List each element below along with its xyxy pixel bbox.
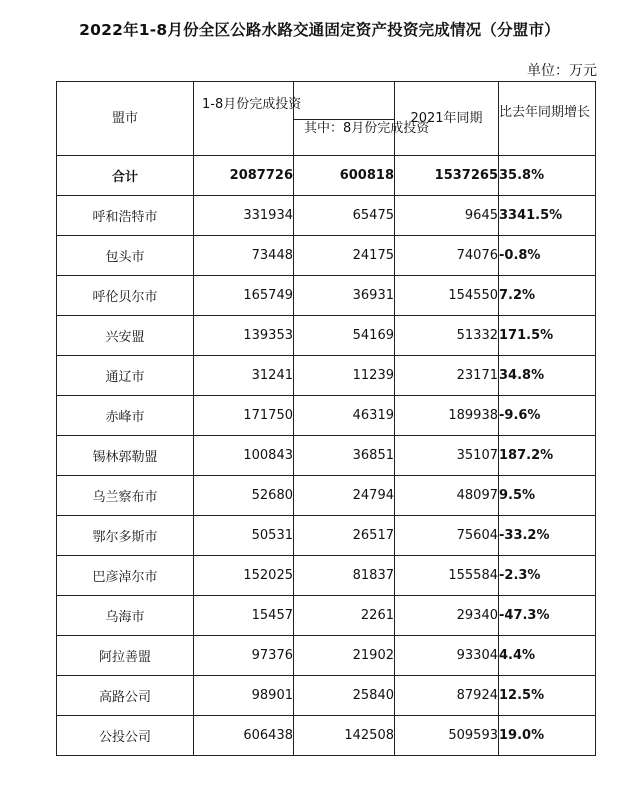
row-name: 乌海市 <box>57 596 194 636</box>
row-growth: -47.3% <box>499 596 596 636</box>
row-name: 包头市 <box>57 236 194 276</box>
investment-table <box>56 81 596 756</box>
row-ytd: 2087726 <box>194 156 294 196</box>
row-name: 乌兰察布市 <box>57 476 194 516</box>
row-ytd: 100843 <box>194 436 294 476</box>
row-growth: -9.6% <box>499 396 596 436</box>
table-row <box>57 716 596 756</box>
row-august: 11239 <box>294 356 395 396</box>
row-prev: 29340 <box>395 596 499 636</box>
row-growth: -0.8% <box>499 236 596 276</box>
table-row <box>57 556 596 596</box>
row-name: 巴彦淖尔市 <box>57 556 194 596</box>
row-growth: 35.8% <box>499 156 596 196</box>
row-ytd: 98901 <box>194 676 294 716</box>
row-prev: 23171 <box>395 356 499 396</box>
row-august: 65475 <box>294 196 395 236</box>
row-growth: -33.2% <box>499 516 596 556</box>
header-august: 其中：8月份完成投资 <box>294 120 395 156</box>
row-growth: 19.0% <box>499 716 596 756</box>
table-row <box>57 196 596 236</box>
row-prev: 75604 <box>395 516 499 556</box>
row-name: 阿拉善盟 <box>57 636 194 676</box>
row-growth: 3341.5% <box>499 196 596 236</box>
row-growth: 4.4% <box>499 636 596 676</box>
row-ytd: 50531 <box>194 516 294 556</box>
header-august-spacer <box>294 82 395 120</box>
table-row <box>57 476 596 516</box>
header-ytd: 1-8月份完成投资 <box>194 82 294 156</box>
page-title: 2022年1-8月份全区公路水路交通固定资产投资完成情况（分盟市） <box>79 21 560 39</box>
row-growth: 187.2% <box>499 436 596 476</box>
header-prev-year: 2021年同期 <box>395 82 499 156</box>
row-prev: 509593 <box>395 716 499 756</box>
row-growth: 171.5% <box>499 316 596 356</box>
header-city: 盟市 <box>57 82 194 156</box>
row-name: 合计 <box>57 156 194 196</box>
row-august: 36931 <box>294 276 395 316</box>
row-august: 26517 <box>294 516 395 556</box>
row-prev: 93304 <box>395 636 499 676</box>
row-prev: 1537265 <box>395 156 499 196</box>
row-august: 36851 <box>294 436 395 476</box>
row-name: 赤峰市 <box>57 396 194 436</box>
row-name: 鄂尔多斯市 <box>57 516 194 556</box>
row-growth: 34.8% <box>499 356 596 396</box>
row-name: 锡林郭勒盟 <box>57 436 194 476</box>
row-ytd: 52680 <box>194 476 294 516</box>
table-row <box>57 356 596 396</box>
row-august: 46319 <box>294 396 395 436</box>
row-august: 600818 <box>294 156 395 196</box>
unit-label: 单位：万元 <box>527 63 597 79</box>
row-ytd: 73448 <box>194 236 294 276</box>
row-august: 54169 <box>294 316 395 356</box>
header-growth: 比去年同期增长 <box>499 82 596 156</box>
row-ytd: 165749 <box>194 276 294 316</box>
row-august: 25840 <box>294 676 395 716</box>
row-ytd: 171750 <box>194 396 294 436</box>
row-prev: 48097 <box>395 476 499 516</box>
row-name: 高路公司 <box>57 676 194 716</box>
row-name: 呼和浩特市 <box>57 196 194 236</box>
row-august: 142508 <box>294 716 395 756</box>
row-ytd: 139353 <box>194 316 294 356</box>
row-ytd: 331934 <box>194 196 294 236</box>
table-row-total <box>57 156 596 196</box>
row-prev: 74076 <box>395 236 499 276</box>
row-growth: -2.3% <box>499 556 596 596</box>
row-ytd: 152025 <box>194 556 294 596</box>
row-growth: 12.5% <box>499 676 596 716</box>
row-prev: 87924 <box>395 676 499 716</box>
row-prev: 9645 <box>395 196 499 236</box>
row-name: 呼伦贝尔市 <box>57 276 194 316</box>
table-row <box>57 676 596 716</box>
row-prev: 154550 <box>395 276 499 316</box>
row-august: 24794 <box>294 476 395 516</box>
row-prev: 51332 <box>395 316 499 356</box>
table-row <box>57 636 596 676</box>
row-prev: 155584 <box>395 556 499 596</box>
row-prev: 35107 <box>395 436 499 476</box>
row-growth: 7.2% <box>499 276 596 316</box>
table-row <box>57 436 596 476</box>
row-name: 公投公司 <box>57 716 194 756</box>
table-row <box>57 396 596 436</box>
row-august: 24175 <box>294 236 395 276</box>
row-name: 通辽市 <box>57 356 194 396</box>
row-ytd: 31241 <box>194 356 294 396</box>
row-growth: 9.5% <box>499 476 596 516</box>
table-row <box>57 276 596 316</box>
row-ytd: 606438 <box>194 716 294 756</box>
row-ytd: 15457 <box>194 596 294 636</box>
row-prev: 189938 <box>395 396 499 436</box>
row-august: 2261 <box>294 596 395 636</box>
row-august: 81837 <box>294 556 395 596</box>
row-ytd: 97376 <box>194 636 294 676</box>
row-august: 21902 <box>294 636 395 676</box>
row-name: 兴安盟 <box>57 316 194 356</box>
table-row <box>57 236 596 276</box>
table-row <box>57 596 596 636</box>
table-row <box>57 316 596 356</box>
table-row <box>57 516 596 556</box>
